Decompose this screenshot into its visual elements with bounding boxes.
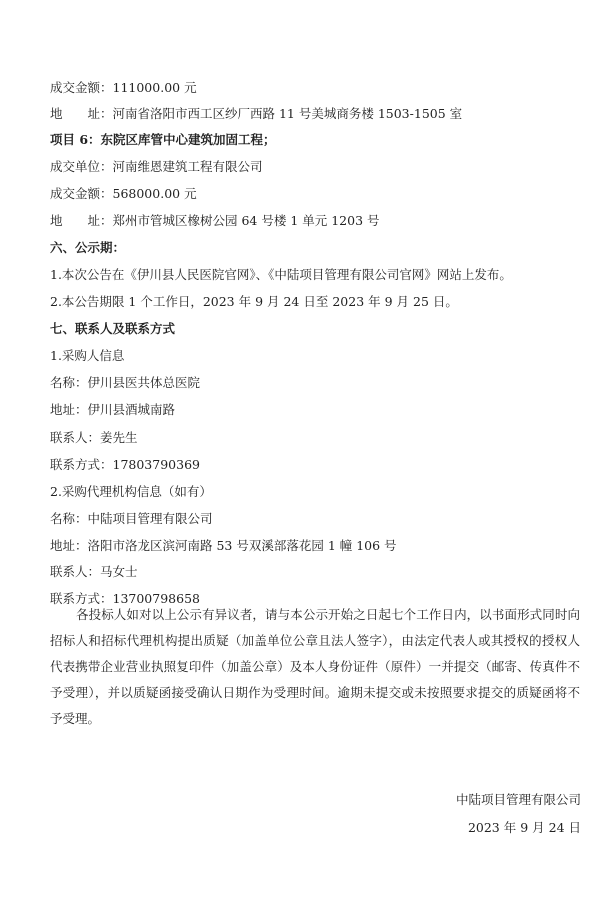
- agency-phone: 联系方式：13700798658: [50, 591, 200, 606]
- section6-item2: 2.本公告期限 1 个工作日，2023 年 9 月 24 日至 2023 年 9 月 25 日。: [50, 294, 458, 309]
- project6-address: 地 址：郑州市管城区橡树公园 64 号楼 1 单元 1203 号: [50, 213, 380, 228]
- agency-name: 名称：中陆项目管理有限公司: [50, 511, 213, 526]
- objection-notice-paragraph: 各投标人如对以上公示有异议者，请与本公示开始之日起七个工作日内，以书面形式同时向招标人和招标代理机构提出质疑（加盖单位公章且法人签字），由法定代表人或其授权的授权人代表携带企业营业执照复印件（加盖公章）及本人身份证件（原件）一并提交（邮寄、传真件不予受理），并以质疑函接受确认日期作为受理时间。逾期未提交或未按照要求提交的质疑函将不予受理。: [50, 607, 580, 726]
- project6-amount: 成交金额：568000.00 元: [50, 186, 197, 201]
- section7-title: 七、联系人及联系方式: [50, 321, 176, 336]
- project6-title: 项目 6：东院区库管中心建筑加固工程；: [50, 132, 276, 147]
- project6-unit: 成交单位：河南维恩建筑工程有限公司: [50, 159, 263, 174]
- agency-contact: 联系人：马女士: [50, 564, 138, 579]
- purchaser-address: 地址：伊川县酒城南路: [50, 402, 176, 417]
- signature-company: 中陆项目管理有限公司: [455, 792, 581, 807]
- purchaser-phone: 联系方式：17803790369: [50, 457, 200, 472]
- agency-header: 2.采购代理机构信息（如有）: [50, 484, 212, 499]
- agency-address: 地址：洛阳市洛龙区滨河南路 53 号双溪部落花园 1 幢 106 号: [50, 538, 397, 553]
- project5-amount: 成交金额：111000.00 元: [50, 80, 197, 95]
- section6-title: 六、公示期：: [50, 240, 126, 255]
- section6-item1: 1.本次公告在《伊川县人民医院官网》、《中陆项目管理有限公司官网》网站上发布。: [50, 267, 512, 282]
- purchaser-header: 1.采购人信息: [50, 348, 125, 363]
- project5-address: 地 址：河南省洛阳市西工区纱厂西路 11 号美城商务楼 1503-1505 室: [50, 106, 463, 121]
- signature-date: 2023 年 9 月 24 日: [467, 820, 581, 835]
- purchaser-name: 名称：伊川县医共体总医院: [50, 375, 201, 390]
- purchaser-contact: 联系人：姜先生: [50, 430, 138, 445]
